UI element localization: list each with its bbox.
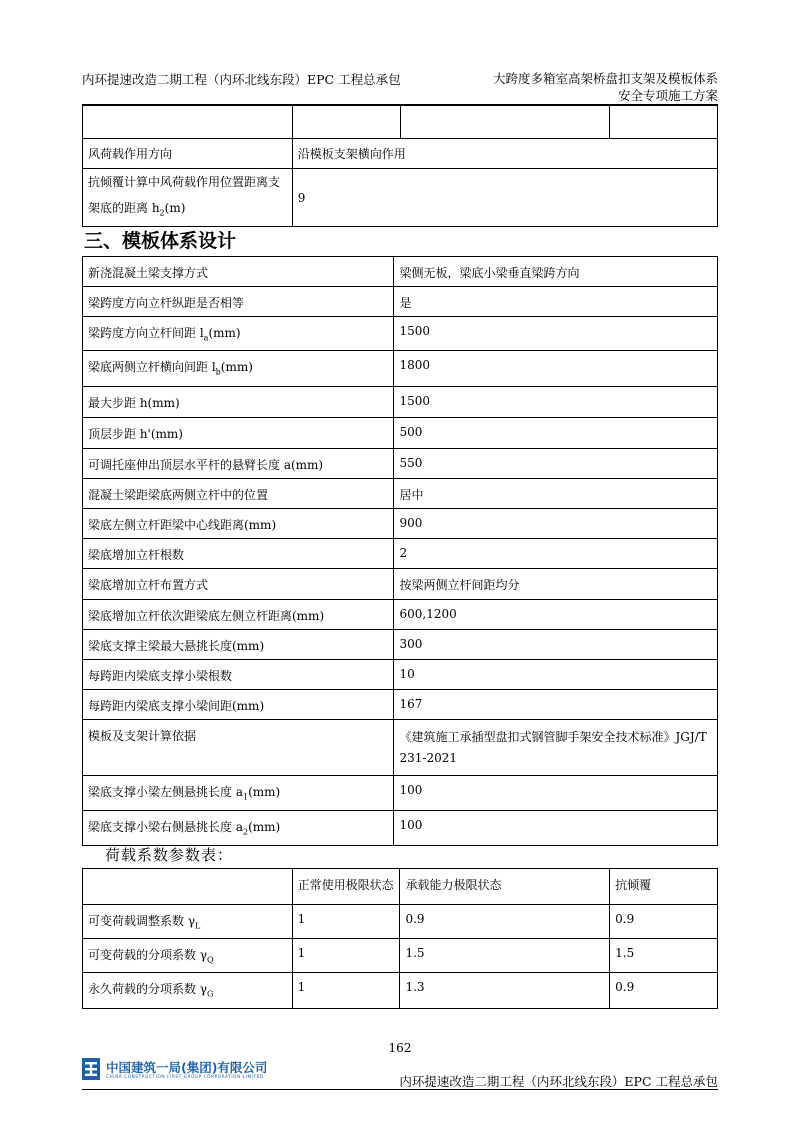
row-value: 10 [394, 660, 718, 690]
table-row [83, 720, 718, 776]
header-doc-title [493, 70, 718, 104]
row-label: 模板及支架计算依据 [83, 720, 394, 776]
row-label: 每跨距内梁底支撑小梁根数 [83, 660, 394, 690]
row-label: 顶层步距 h'(mm) [83, 418, 394, 449]
row-label: 最大步距 h(mm) [83, 387, 394, 418]
row-value: 100 [394, 811, 718, 846]
table-row [83, 569, 718, 600]
wind-load-table [82, 105, 718, 227]
logo-company-name-en: CHINA CONSTRUCTION FIRST GROUP CORPORATION LIMITED [106, 1074, 264, 1079]
row-value: 按梁两侧立杆间距均分 [394, 569, 718, 600]
row-label: 可变荷载调整系数 $\gamma_L$ [83, 905, 293, 939]
table-row [83, 905, 718, 939]
row-label: 梁底支撑小梁左侧悬挑长度 $a_1(mm)$ [83, 776, 394, 811]
table-row [83, 287, 718, 317]
header-cell [83, 869, 293, 905]
row-value: 900 [394, 509, 718, 539]
row-label: 每跨距内梁底支撑小梁间距(mm) [83, 690, 394, 720]
row-value: 1500 [394, 387, 718, 418]
table-row [83, 257, 718, 287]
header-doc-title-line2: 安全专项施工方案 [617, 88, 718, 103]
table-header-row [83, 869, 718, 905]
table-row [83, 539, 718, 569]
table-row [83, 106, 718, 139]
table-row [83, 973, 718, 1009]
table-row [83, 351, 718, 387]
table-row [83, 939, 718, 973]
row-label: 梁底两侧立杆横向间距 $l_b(mm)$ [83, 351, 394, 387]
company-logo [82, 1058, 292, 1082]
header-project-title: 内环提速改造二期工程（内环北线东段）EPC 工程总承包 [82, 72, 401, 87]
row-label: 梁底增加立杆布置方式 [83, 569, 394, 600]
page-number: 162 [388, 1041, 412, 1055]
row-label: 梁底支撑小梁右侧悬挑长度 $a_2(mm)$ [83, 811, 394, 846]
row-label: 永久荷载的分项系数 $\gamma_G$ [83, 973, 293, 1009]
row-value: 550 [394, 449, 718, 479]
row-value: 居中 [394, 479, 718, 509]
row-label: 梁底增加立杆依次距梁底左侧立杆距离(mm) [83, 600, 394, 630]
row-value: 100 [394, 776, 718, 811]
table-row [83, 418, 718, 449]
cscec-logo-icon [82, 1058, 100, 1080]
table-row [83, 600, 718, 630]
row-value: 是 [394, 287, 718, 317]
logo-company-name: 中国建筑一局(集团)有限公司 [106, 1060, 268, 1075]
load-table-title: 荷载系数参数表： [105, 846, 234, 864]
row-value: 《建筑施工承插型盘扣式钢管脚手架安全技术标准》JGJ/T 231-2021 [394, 720, 718, 776]
row-value: 2 [394, 539, 718, 569]
table-cell: 1.3 [400, 973, 610, 1009]
row-label: 抗倾覆计算中风荷载作用位置距离支架底的距离 $h_2(m)$ [83, 169, 293, 227]
header-doc-title-line1: 大跨度多箱室高架桥盘扣支架及模板体系 [492, 71, 718, 86]
table-row [83, 660, 718, 690]
row-value: 1500 [394, 317, 718, 351]
table-cell [400, 106, 610, 139]
table-cell [610, 106, 718, 139]
table-row [83, 776, 718, 811]
table-cell: 0.9 [610, 973, 718, 1009]
row-value: 1800 [394, 351, 718, 387]
table-row [83, 139, 718, 169]
row-label: 梁底支撑主梁最大悬挑长度(mm) [83, 630, 394, 660]
row-label: 梁底增加立杆根数 [83, 539, 394, 569]
row-value: 9 [292, 169, 717, 227]
table-cell: 1 [292, 973, 400, 1009]
row-value: 300 [394, 630, 718, 660]
table-row [83, 387, 718, 418]
formwork-design-table [82, 256, 718, 846]
header-cell: 正常使用极限状态 [292, 869, 400, 905]
table-cell: 1 [292, 905, 400, 939]
table-cell: 0.9 [400, 905, 610, 939]
row-value: 167 [394, 690, 718, 720]
header-cell: 承载能力极限状态 [400, 869, 610, 905]
row-value: 梁侧无板，梁底小梁垂直梁跨方向 [394, 257, 718, 287]
row-label: 风荷载作用方向 [83, 139, 293, 169]
table-cell: 1.5 [610, 939, 718, 973]
row-value: 沿模板支架横向作用 [292, 139, 717, 169]
table-cell: 1.5 [400, 939, 610, 973]
footer-divider [82, 1089, 718, 1090]
load-factor-table [82, 868, 718, 1009]
row-label: 新浇混凝土梁支撑方式 [83, 257, 394, 287]
row-value: 500 [394, 418, 718, 449]
table-row [83, 811, 718, 846]
table-row [83, 509, 718, 539]
row-label: 可变荷载的分项系数 $\gamma_Q$ [83, 939, 293, 973]
table-cell: 0.9 [610, 905, 718, 939]
table-row [83, 169, 718, 227]
row-label: 可调托座伸出顶层水平杆的悬臂长度 a(mm) [83, 449, 394, 479]
footer-project-title: 内环提速改造二期工程（内环北线东段）EPC 工程总承包 [399, 1074, 718, 1089]
header-cell: 抗倾覆 [610, 869, 718, 905]
table-row [83, 449, 718, 479]
row-label: 混凝土梁距梁底两侧立杆中的位置 [83, 479, 394, 509]
table-row [83, 479, 718, 509]
row-label: 梁跨度方向立杆纵距是否相等 [83, 287, 394, 317]
table-cell [292, 106, 400, 139]
row-label: 梁底左侧立杆距梁中心线距离(mm) [83, 509, 394, 539]
table-row [83, 317, 718, 351]
row-label: 梁跨度方向立杆间距 $l_a(mm)$ [83, 317, 394, 351]
table-cell: 1 [292, 939, 400, 973]
table-row [83, 630, 718, 660]
row-value: 600,1200 [394, 600, 718, 630]
table-row [83, 690, 718, 720]
section-title: 三、模板体系设计 [84, 230, 237, 252]
table-cell [83, 106, 293, 139]
